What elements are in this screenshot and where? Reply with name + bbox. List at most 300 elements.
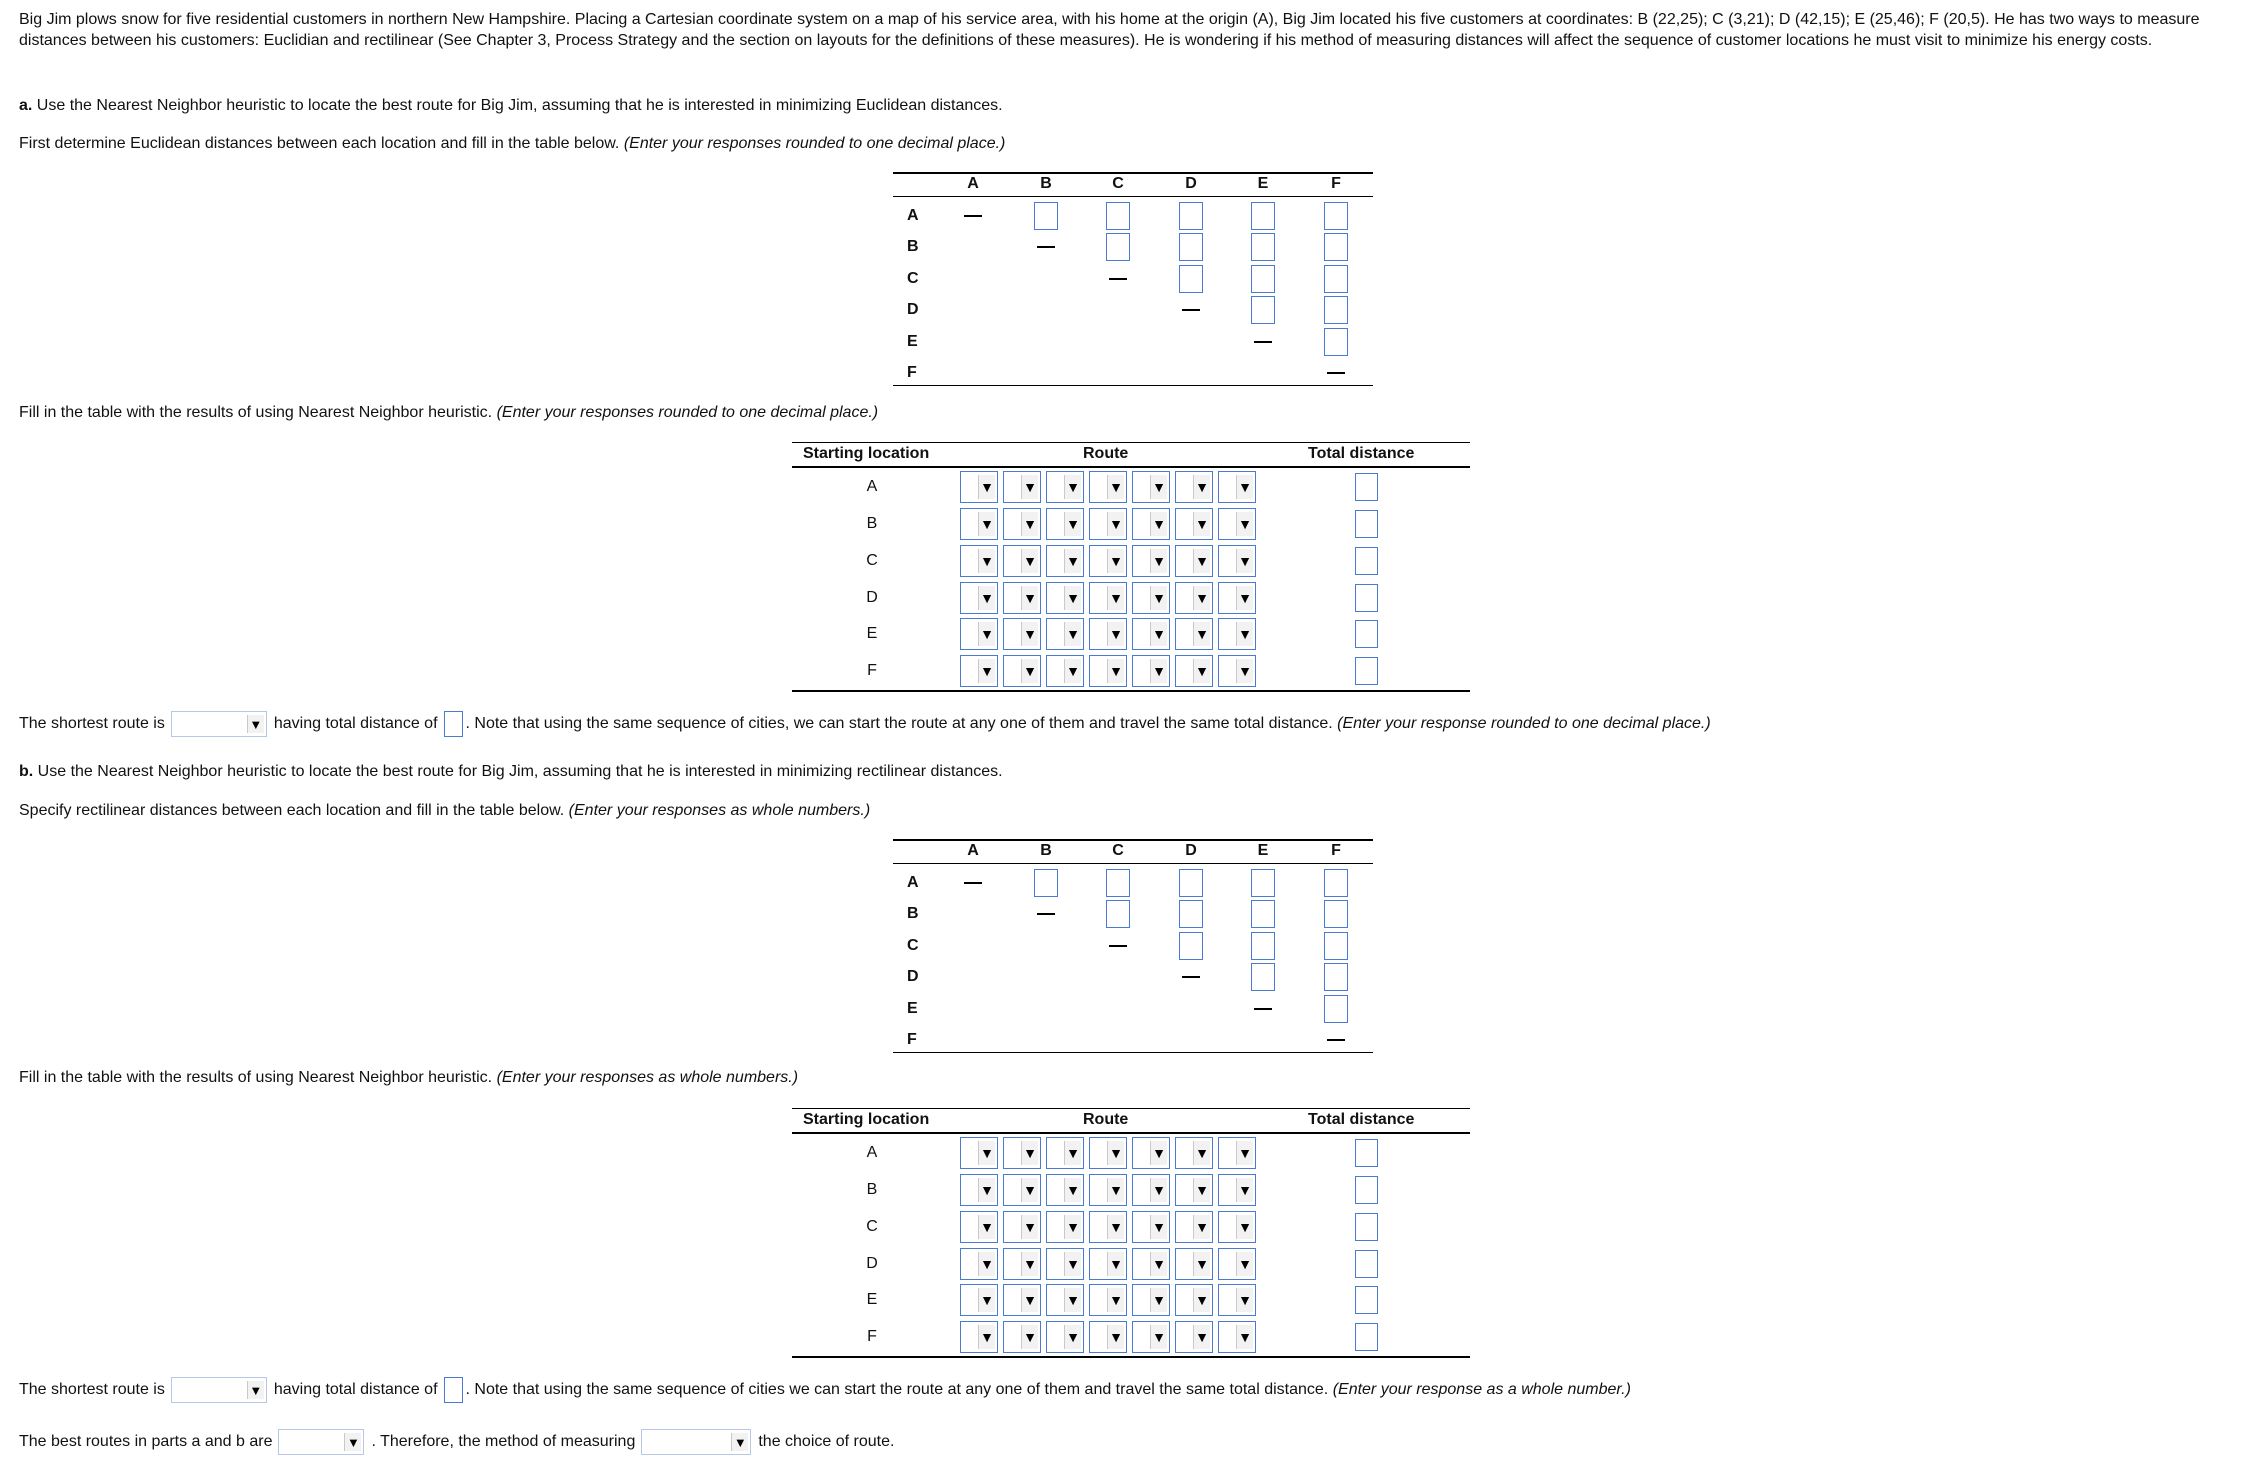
- chevron-down-icon: ▼: [1021, 1141, 1038, 1165]
- chevron-down-icon: ▼: [1236, 1178, 1253, 1202]
- chevron-down-icon: ▼: [1193, 1178, 1210, 1202]
- chevron-down-icon: ▼: [1193, 1215, 1210, 1239]
- rect-route-route-select-b-1[interactable]: [960, 1174, 998, 1206]
- best-routes-select[interactable]: [278, 1429, 364, 1455]
- rect-matrix-diagonal-dash: [1109, 945, 1127, 947]
- rect-route-route-select-d-6[interactable]: [1175, 1248, 1213, 1280]
- rect-matrix-cell-d-e[interactable]: [1251, 963, 1275, 991]
- part-a-label: a.: [19, 97, 33, 114]
- part-b-question-text: Use the Nearest Neighbor heuristic to locate the best route for Big Jim, assuming that he is interested in minimizing rectilinear distances.: [37, 763, 1003, 780]
- chevron-down-icon: ▼: [1064, 1215, 1081, 1239]
- rect-route-route-select-c-3[interactable]: [1046, 1211, 1084, 1243]
- rect-route-route-select-a-4[interactable]: [1089, 1137, 1127, 1169]
- euclid-route-route-select-d-4[interactable]: [1089, 582, 1127, 614]
- chevron-down-icon: ▼: [978, 1252, 995, 1276]
- euclid-route-route-select-a-1[interactable]: [960, 471, 998, 503]
- euclid-route-route-select-a-2[interactable]: [1003, 471, 1041, 503]
- rect-route-route-select-d-2[interactable]: [1003, 1248, 1041, 1280]
- chevron-down-icon: ▼: [247, 715, 264, 733]
- rect-route-route-select-a-5[interactable]: [1132, 1137, 1170, 1169]
- euclid-route-route-select-d-6[interactable]: [1175, 582, 1213, 614]
- euclid-route-total-distance-b[interactable]: [1355, 510, 1378, 538]
- part-b-shortest-note: (Enter your response as a whole number.): [1332, 1381, 1631, 1398]
- rect-route-total-distance-e[interactable]: [1355, 1286, 1378, 1314]
- euclid-matrix-row-label-f: F: [907, 364, 917, 381]
- rect-route-route-select-d-5[interactable]: [1132, 1248, 1170, 1280]
- rect-route-route-select-a-7[interactable]: [1218, 1137, 1256, 1169]
- euclid-matrix-top-rule: [893, 172, 1373, 174]
- rect-route-route-select-d-4[interactable]: [1089, 1248, 1127, 1280]
- part-b-matrix-note: (Enter your responses as whole numbers.): [568, 802, 871, 819]
- chevron-down-icon: ▼: [1107, 512, 1124, 536]
- euclid-route-bottom-rule: [792, 690, 1470, 692]
- euclid-route-start-c: C: [866, 552, 878, 569]
- chevron-down-icon: ▼: [1064, 1288, 1081, 1312]
- euclid-matrix-col-header-c: C: [1112, 175, 1124, 192]
- euclid-matrix-cell-b-e[interactable]: [1251, 233, 1275, 261]
- euclid-matrix-cell-b-d[interactable]: [1179, 233, 1203, 261]
- chevron-down-icon: ▼: [1150, 659, 1167, 683]
- rect-route-header-total: Total distance: [1308, 1111, 1415, 1128]
- rect-route-header-start: Starting location: [803, 1111, 930, 1128]
- rect-route-route-select-c-2[interactable]: [1003, 1211, 1041, 1243]
- euclid-route-route-select-f-4[interactable]: [1089, 655, 1127, 687]
- rect-route-start-c: C: [866, 1218, 878, 1235]
- euclid-matrix-row-label-d: D: [907, 301, 919, 318]
- chevron-down-icon: ▼: [1107, 1288, 1124, 1312]
- chevron-down-icon: ▼: [1236, 512, 1253, 536]
- rect-matrix-row-label-a: A: [907, 874, 919, 891]
- rectilinear-route-table: [792, 1108, 1470, 1358]
- rect-matrix-col-header-d: D: [1185, 842, 1197, 859]
- euclidean-route-table: [792, 442, 1470, 692]
- rect-route-top-rule: [792, 1108, 1470, 1109]
- chevron-down-icon: ▼: [978, 1325, 995, 1349]
- part-a-matrix-note: (Enter your responses rounded to one decimal place.): [623, 135, 1006, 152]
- euclid-route-header-total: Total distance: [1308, 445, 1415, 462]
- rect-route-route-select-e-5[interactable]: [1132, 1284, 1170, 1316]
- rect-matrix-col-header-e: E: [1257, 842, 1269, 859]
- chevron-down-icon: ▼: [978, 622, 995, 646]
- part-a-route-instr-text: Fill in the table with the results of using Nearest Neighbor heuristic.: [19, 404, 493, 421]
- euclid-route-route-select-f-6[interactable]: [1175, 655, 1213, 687]
- part-b-route-instr-text: Fill in the table with the results of using Nearest Neighbor heuristic.: [19, 1069, 493, 1086]
- chevron-down-icon: ▼: [978, 475, 995, 499]
- rect-matrix-cell-e-f[interactable]: [1324, 995, 1348, 1023]
- chevron-down-icon: ▼: [1193, 475, 1210, 499]
- part-a-shortest-pre: The shortest route is: [19, 715, 165, 732]
- euclid-route-route-select-f-7[interactable]: [1218, 655, 1256, 687]
- rect-matrix-cell-a-b[interactable]: [1034, 869, 1058, 897]
- rect-matrix-cell-d-f[interactable]: [1324, 963, 1348, 991]
- rect-route-start-f: F: [867, 1328, 877, 1345]
- rect-matrix-cell-c-f[interactable]: [1324, 932, 1348, 960]
- rect-route-route-select-f-1[interactable]: [960, 1321, 998, 1353]
- chevron-down-icon: ▼: [1193, 659, 1210, 683]
- euclid-route-route-select-e-1[interactable]: [960, 618, 998, 650]
- euclid-route-route-select-a-4[interactable]: [1089, 471, 1127, 503]
- euclid-matrix-cell-d-f[interactable]: [1324, 296, 1348, 324]
- euclid-route-route-select-a-3[interactable]: [1046, 471, 1084, 503]
- euclid-matrix-cell-a-f[interactable]: [1324, 202, 1348, 230]
- euclid-matrix-col-header-f: F: [1331, 175, 1341, 192]
- chevron-down-icon: ▼: [1021, 512, 1038, 536]
- rectilinear-distance-matrix: [893, 839, 1373, 1054]
- chevron-down-icon: ▼: [978, 1178, 995, 1202]
- rect-route-route-select-b-7[interactable]: [1218, 1174, 1256, 1206]
- rect-route-header-route: Route: [1083, 1111, 1129, 1128]
- rect-matrix-diagonal-dash: [1327, 1039, 1345, 1041]
- chevron-down-icon: ▼: [1193, 1252, 1210, 1276]
- chevron-down-icon: ▼: [1193, 586, 1210, 610]
- chevron-down-icon: ▼: [1150, 586, 1167, 610]
- euclid-route-route-select-e-5[interactable]: [1132, 618, 1170, 650]
- rect-route-route-select-d-1[interactable]: [960, 1248, 998, 1280]
- rect-route-total-distance-d[interactable]: [1355, 1250, 1378, 1278]
- chevron-down-icon: ▼: [1064, 1325, 1081, 1349]
- final-pre: The best routes in parts a and b are: [19, 1433, 273, 1450]
- chevron-down-icon: ▼: [978, 1141, 995, 1165]
- euclid-matrix-col-header-d: D: [1185, 175, 1197, 192]
- euclid-matrix-cell-a-b[interactable]: [1034, 202, 1058, 230]
- rect-route-total-distance-c[interactable]: [1355, 1213, 1378, 1241]
- euclid-route-route-select-b-7[interactable]: [1218, 508, 1256, 540]
- rect-route-route-select-e-4[interactable]: [1089, 1284, 1127, 1316]
- chevron-down-icon: ▼: [1021, 475, 1038, 499]
- rect-route-route-select-c-6[interactable]: [1175, 1211, 1213, 1243]
- chevron-down-icon: ▼: [1193, 549, 1210, 573]
- chevron-down-icon: ▼: [247, 1381, 264, 1399]
- rect-matrix-bottom-rule: [893, 1052, 1373, 1053]
- rect-route-start-a: A: [866, 1144, 878, 1161]
- euclid-route-route-select-f-2[interactable]: [1003, 655, 1041, 687]
- rect-route-route-select-e-2[interactable]: [1003, 1284, 1041, 1316]
- part-a-question-text: Use the Nearest Neighbor heuristic to locate the best route for Big Jim, assuming that he is interested in minimizing Euclidean distances.: [36, 97, 1003, 114]
- rect-route-route-select-e-1[interactable]: [960, 1284, 998, 1316]
- part-a-total-distance-input[interactable]: [444, 711, 463, 737]
- chevron-down-icon: ▼: [978, 659, 995, 683]
- rect-matrix-cell-a-d[interactable]: [1179, 869, 1203, 897]
- rect-matrix-row-label-e: E: [907, 1000, 918, 1017]
- chevron-down-icon: ▼: [1193, 512, 1210, 536]
- chevron-down-icon: ▼: [1107, 1252, 1124, 1276]
- final-post: the choice of route.: [758, 1433, 895, 1450]
- euclid-route-route-select-e-4[interactable]: [1089, 618, 1127, 650]
- rect-route-route-select-c-7[interactable]: [1218, 1211, 1256, 1243]
- rect-route-bottom-rule: [792, 1356, 1470, 1358]
- part-b-matrix-instr-text: Specify rectilinear distances between each location and fill in the table below.: [19, 802, 565, 819]
- chevron-down-icon: ▼: [1107, 586, 1124, 610]
- chevron-down-icon: ▼: [1150, 1288, 1167, 1312]
- euclid-route-route-select-b-1[interactable]: [960, 508, 998, 540]
- euclid-matrix-cell-d-e[interactable]: [1251, 296, 1275, 324]
- euclid-route-route-select-a-7[interactable]: [1218, 471, 1256, 503]
- rect-matrix-col-header-f: F: [1331, 842, 1341, 859]
- chevron-down-icon: ▼: [1107, 1141, 1124, 1165]
- euclid-route-route-select-c-7[interactable]: [1218, 545, 1256, 577]
- chevron-down-icon: ▼: [1150, 1325, 1167, 1349]
- part-b-shortest-route-select[interactable]: [171, 1377, 267, 1403]
- euclid-route-route-select-c-2[interactable]: [1003, 545, 1041, 577]
- euclid-route-top-rule: [792, 442, 1470, 443]
- part-b-route-instructions: [19, 1068, 2229, 1089]
- chevron-down-icon: ▼: [1150, 622, 1167, 646]
- rect-route-header-rule: [792, 1132, 1470, 1134]
- euclid-route-route-select-c-6[interactable]: [1175, 545, 1213, 577]
- rect-route-route-select-e-6[interactable]: [1175, 1284, 1213, 1316]
- rect-matrix-cell-a-f[interactable]: [1324, 869, 1348, 897]
- euclid-matrix-cell-e-f[interactable]: [1324, 328, 1348, 356]
- rect-matrix-cell-a-e[interactable]: [1251, 869, 1275, 897]
- rect-matrix-cell-b-e[interactable]: [1251, 900, 1275, 928]
- euclid-matrix-cell-a-e[interactable]: [1251, 202, 1275, 230]
- euclidean-distance-matrix: [893, 172, 1373, 387]
- euclid-route-route-select-a-5[interactable]: [1132, 471, 1170, 503]
- part-b-label: b.: [19, 763, 34, 780]
- euclid-matrix-row-label-b: B: [907, 238, 919, 255]
- rect-matrix-cell-b-f[interactable]: [1324, 900, 1348, 928]
- rect-matrix-diagonal-dash: [1182, 976, 1200, 978]
- rect-matrix-diagonal-dash: [1037, 913, 1055, 915]
- rect-route-route-select-b-5[interactable]: [1132, 1174, 1170, 1206]
- rect-route-route-select-e-3[interactable]: [1046, 1284, 1084, 1316]
- rect-matrix-row-label-d: D: [907, 968, 919, 985]
- chevron-down-icon: ▼: [1193, 1288, 1210, 1312]
- chevron-down-icon: ▼: [1150, 1178, 1167, 1202]
- chevron-down-icon: ▼: [978, 586, 995, 610]
- euclid-matrix-cell-a-c[interactable]: [1106, 202, 1130, 230]
- chevron-down-icon: ▼: [1236, 1141, 1253, 1165]
- rect-route-route-select-f-4[interactable]: [1089, 1321, 1127, 1353]
- part-a-shortest-mid: having total distance of: [273, 715, 438, 732]
- euclid-route-route-select-a-6[interactable]: [1175, 471, 1213, 503]
- rect-route-route-select-b-3[interactable]: [1046, 1174, 1084, 1206]
- chevron-down-icon: ▼: [1193, 1141, 1210, 1165]
- rect-matrix-col-header-b: B: [1040, 842, 1052, 859]
- euclid-route-route-select-f-1[interactable]: [960, 655, 998, 687]
- chevron-down-icon: ▼: [1150, 1141, 1167, 1165]
- rect-route-route-select-a-6[interactable]: [1175, 1137, 1213, 1169]
- rect-route-route-select-b-4[interactable]: [1089, 1174, 1127, 1206]
- euclid-route-start-e: E: [866, 625, 878, 642]
- euclid-matrix-diagonal-dash: [1254, 341, 1272, 343]
- euclid-route-route-select-b-6[interactable]: [1175, 508, 1213, 540]
- euclid-route-start-b: B: [866, 515, 878, 532]
- euclid-route-route-select-e-6[interactable]: [1175, 618, 1213, 650]
- part-b-shortest-pre: The shortest route is: [19, 1381, 165, 1398]
- rect-matrix-header-rule: [893, 863, 1373, 864]
- chevron-down-icon: ▼: [1107, 475, 1124, 499]
- euclid-matrix-diagonal-dash: [1109, 278, 1127, 280]
- method-affects-select[interactable]: [641, 1429, 751, 1455]
- rect-route-route-select-b-6[interactable]: [1175, 1174, 1213, 1206]
- euclid-route-total-distance-e[interactable]: [1355, 620, 1378, 648]
- rect-matrix-diagonal-dash: [1254, 1008, 1272, 1010]
- rect-route-route-select-a-2[interactable]: [1003, 1137, 1041, 1169]
- chevron-down-icon: ▼: [1107, 1215, 1124, 1239]
- chevron-down-icon: ▼: [344, 1433, 361, 1451]
- chevron-down-icon: ▼: [1236, 549, 1253, 573]
- euclid-route-route-select-d-7[interactable]: [1218, 582, 1256, 614]
- rect-matrix-row-label-b: B: [907, 905, 919, 922]
- chevron-down-icon: ▼: [1150, 512, 1167, 536]
- rect-matrix-cell-b-c[interactable]: [1106, 900, 1130, 928]
- rect-route-total-distance-f[interactable]: [1355, 1323, 1378, 1351]
- chevron-down-icon: ▼: [1236, 1288, 1253, 1312]
- rect-route-route-select-c-4[interactable]: [1089, 1211, 1127, 1243]
- euclid-route-route-select-c-4[interactable]: [1089, 545, 1127, 577]
- chevron-down-icon: ▼: [1236, 475, 1253, 499]
- chevron-down-icon: ▼: [1236, 1325, 1253, 1349]
- rect-route-route-select-c-1[interactable]: [960, 1211, 998, 1243]
- rect-matrix-cell-c-e[interactable]: [1251, 932, 1275, 960]
- chevron-down-icon: ▼: [1236, 659, 1253, 683]
- euclid-route-route-select-b-2[interactable]: [1003, 508, 1041, 540]
- chevron-down-icon: ▼: [1150, 549, 1167, 573]
- euclid-matrix-row-label-e: E: [907, 333, 918, 350]
- chevron-down-icon: ▼: [1021, 549, 1038, 573]
- euclid-route-total-distance-f[interactable]: [1355, 657, 1378, 685]
- euclid-route-route-select-f-5[interactable]: [1132, 655, 1170, 687]
- part-a-matrix-instructions: [19, 134, 2229, 155]
- rect-matrix-diagonal-dash: [964, 882, 982, 884]
- chevron-down-icon: ▼: [978, 1215, 995, 1239]
- rect-route-route-select-e-7[interactable]: [1218, 1284, 1256, 1316]
- euclid-matrix-cell-c-f[interactable]: [1324, 265, 1348, 293]
- euclid-route-route-select-b-5[interactable]: [1132, 508, 1170, 540]
- part-b-shortest-post: . Note that using the same sequence of cities we can start the route at any one of them and travel the same total distance.: [465, 1381, 1329, 1398]
- euclid-route-route-select-e-7[interactable]: [1218, 618, 1256, 650]
- euclid-matrix-cell-b-f[interactable]: [1324, 233, 1348, 261]
- rect-route-route-select-a-1[interactable]: [960, 1137, 998, 1169]
- part-a-shortest-note: (Enter your response rounded to one decimal place.): [1337, 715, 1711, 732]
- euclid-route-header-start: Starting location: [803, 445, 930, 462]
- chevron-down-icon: ▼: [731, 1433, 748, 1451]
- chevron-down-icon: ▼: [978, 549, 995, 573]
- rect-matrix-col-header-c: C: [1112, 842, 1124, 859]
- rect-matrix-cell-b-d[interactable]: [1179, 900, 1203, 928]
- rect-route-route-select-d-7[interactable]: [1218, 1248, 1256, 1280]
- euclid-route-route-select-d-2[interactable]: [1003, 582, 1041, 614]
- part-a-shortest-post: . Note that using the same sequence of cities, we can start the route at any one of them and travel the same total distance.: [465, 715, 1333, 732]
- rect-route-start-b: B: [866, 1181, 878, 1198]
- euclid-matrix-diagonal-dash: [1327, 372, 1345, 374]
- euclid-matrix-row-label-c: C: [907, 270, 919, 287]
- part-a-route-instructions: [19, 403, 2229, 424]
- chevron-down-icon: ▼: [1107, 622, 1124, 646]
- euclid-route-route-select-d-1[interactable]: [960, 582, 998, 614]
- rect-route-route-select-f-7[interactable]: [1218, 1321, 1256, 1353]
- chevron-down-icon: ▼: [1021, 659, 1038, 683]
- euclid-route-route-select-e-3[interactable]: [1046, 618, 1084, 650]
- chevron-down-icon: ▼: [1021, 622, 1038, 646]
- euclid-route-start-a: A: [866, 478, 878, 495]
- part-b-route-note: (Enter your responses as whole numbers.): [496, 1069, 799, 1086]
- chevron-down-icon: ▼: [1064, 586, 1081, 610]
- euclid-route-route-select-c-5[interactable]: [1132, 545, 1170, 577]
- euclid-route-route-select-b-4[interactable]: [1089, 508, 1127, 540]
- euclid-matrix-col-header-a: A: [967, 175, 979, 192]
- part-b-shortest-route-row: [19, 1377, 1631, 1403]
- euclid-route-total-distance-d[interactable]: [1355, 584, 1378, 612]
- euclid-route-total-distance-a[interactable]: [1355, 473, 1378, 501]
- euclid-matrix-cell-c-e[interactable]: [1251, 265, 1275, 293]
- part-b-matrix-instructions: [19, 801, 2229, 822]
- euclid-route-route-select-d-3[interactable]: [1046, 582, 1084, 614]
- euclid-route-route-select-c-3[interactable]: [1046, 545, 1084, 577]
- euclid-matrix-cell-b-c[interactable]: [1106, 233, 1130, 261]
- euclid-route-header-route: Route: [1083, 445, 1129, 462]
- part-a-shortest-route-select[interactable]: [171, 711, 267, 737]
- chevron-down-icon: ▼: [1064, 622, 1081, 646]
- rect-route-route-select-f-3[interactable]: [1046, 1321, 1084, 1353]
- part-b-total-distance-input[interactable]: [444, 1377, 463, 1403]
- euclid-matrix-header-rule: [893, 196, 1373, 197]
- euclid-route-route-select-e-2[interactable]: [1003, 618, 1041, 650]
- rect-route-route-select-c-5[interactable]: [1132, 1211, 1170, 1243]
- rect-route-start-e: E: [866, 1291, 878, 1308]
- euclid-route-start-f: F: [867, 662, 877, 679]
- euclid-route-route-select-b-3[interactable]: [1046, 508, 1084, 540]
- chevron-down-icon: ▼: [1236, 1252, 1253, 1276]
- euclid-route-route-select-c-1[interactable]: [960, 545, 998, 577]
- chevron-down-icon: ▼: [1236, 586, 1253, 610]
- chevron-down-icon: ▼: [1107, 549, 1124, 573]
- part-a-matrix-instr-text: First determine Euclidean distances between each location and fill in the table below.: [19, 135, 620, 152]
- chevron-down-icon: ▼: [1064, 475, 1081, 499]
- rect-route-total-distance-a[interactable]: [1355, 1139, 1378, 1167]
- chevron-down-icon: ▼: [1064, 1252, 1081, 1276]
- euclid-route-route-select-d-5[interactable]: [1132, 582, 1170, 614]
- euclid-matrix-cell-c-d[interactable]: [1179, 265, 1203, 293]
- euclid-matrix-cell-a-d[interactable]: [1179, 202, 1203, 230]
- rect-route-route-select-d-3[interactable]: [1046, 1248, 1084, 1280]
- rect-route-route-select-b-2[interactable]: [1003, 1174, 1041, 1206]
- chevron-down-icon: ▼: [1107, 1178, 1124, 1202]
- euclid-route-route-select-f-3[interactable]: [1046, 655, 1084, 687]
- chevron-down-icon: ▼: [1021, 1215, 1038, 1239]
- rect-route-route-select-f-6[interactable]: [1175, 1321, 1213, 1353]
- final-conclusion-row: [19, 1429, 894, 1455]
- chevron-down-icon: ▼: [1021, 1325, 1038, 1349]
- rect-route-route-select-f-2[interactable]: [1003, 1321, 1041, 1353]
- chevron-down-icon: ▼: [1064, 512, 1081, 536]
- chevron-down-icon: ▼: [1107, 1325, 1124, 1349]
- chevron-down-icon: ▼: [1150, 475, 1167, 499]
- euclid-matrix-diagonal-dash: [964, 215, 982, 217]
- rect-matrix-row-label-f: F: [907, 1031, 917, 1048]
- rect-route-route-select-f-5[interactable]: [1132, 1321, 1170, 1353]
- euclid-route-total-distance-c[interactable]: [1355, 547, 1378, 575]
- euclid-matrix-col-header-b: B: [1040, 175, 1052, 192]
- chevron-down-icon: ▼: [1021, 1288, 1038, 1312]
- euclid-matrix-diagonal-dash: [1037, 246, 1055, 248]
- rect-route-route-select-a-3[interactable]: [1046, 1137, 1084, 1169]
- rect-route-start-d: D: [866, 1255, 878, 1272]
- rect-route-total-distance-b[interactable]: [1355, 1176, 1378, 1204]
- chevron-down-icon: ▼: [1064, 1178, 1081, 1202]
- part-a-route-note: (Enter your responses rounded to one decimal place.): [496, 404, 879, 421]
- chevron-down-icon: ▼: [1236, 1215, 1253, 1239]
- chevron-down-icon: ▼: [1021, 586, 1038, 610]
- chevron-down-icon: ▼: [1236, 622, 1253, 646]
- chevron-down-icon: ▼: [1150, 1215, 1167, 1239]
- rect-matrix-cell-a-c[interactable]: [1106, 869, 1130, 897]
- part-a-question: [19, 96, 2229, 117]
- euclid-matrix-row-label-a: A: [907, 207, 919, 224]
- chevron-down-icon: ▼: [1021, 1178, 1038, 1202]
- rect-matrix-cell-c-d[interactable]: [1179, 932, 1203, 960]
